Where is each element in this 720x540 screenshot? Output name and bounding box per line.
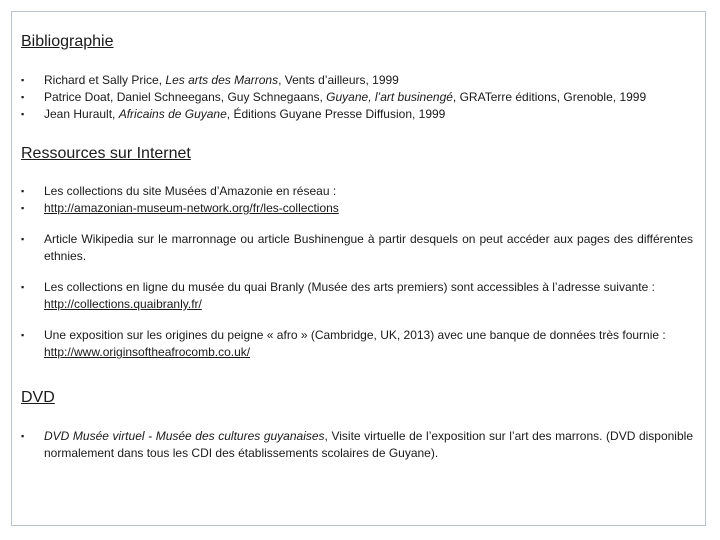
list-item (21, 200, 693, 217)
bullet-icon: ▪ (21, 282, 25, 292)
dvd-text: , Visite virtuelle de l’exposition sur l’art des marrons. (DVD disponible normalement dans tous les CDI des établissements scolaires de Guyane). (44, 429, 693, 460)
internet-text: Les collections du site Musées d’Amazonie en réseau : (44, 184, 337, 198)
internet-heading: Ressources sur Internet (21, 145, 191, 162)
bullet-icon: ▪ (21, 431, 25, 441)
dvd-title: DVD Musée virtuel - Musée des cultures guyanaises (44, 429, 325, 443)
bullet-icon: ▪ (21, 75, 25, 85)
bib-title: Les arts des Marrons (165, 73, 279, 87)
internet-text: Une exposition sur les origines du peigne « afro » (Cambridge, UK, 2013) avec une banque de données très fournie : (44, 328, 666, 342)
list-item (21, 327, 693, 361)
bib-text: Patrice Doat, Daniel Schneegans, Guy Schnegaans, (44, 90, 327, 104)
bullet-icon: ▪ (21, 330, 25, 340)
bib-text: , Éditions Guyane Presse Diffusion, 1999 (226, 107, 446, 121)
bullet-icon: ▪ (21, 92, 25, 102)
internet-text: Article Wikipedia sur le marronnage ou article Bushinengue à partir desquels on peut accéder aux pages des différentes ethnies. (44, 232, 693, 263)
bibliographie-heading: Bibliographie (21, 33, 114, 50)
bib-title: Guyane, l’art businengé (326, 90, 453, 104)
internet-text: Les collections en ligne du musée du quai Branly (Musée des arts premiers) sont accessibles à l’adresse suivante : (44, 280, 655, 294)
bib-text: , GRATerre éditions, Grenoble, 1999 (452, 90, 647, 104)
dvd-list (21, 428, 693, 462)
list-item (21, 106, 693, 123)
dvd-heading: DVD (21, 389, 55, 406)
bullet-icon: ▪ (21, 203, 25, 213)
quai-branly-link[interactable]: http://collections.quaibranly.fr/ (44, 297, 202, 311)
internet-list (21, 183, 693, 361)
museums-amazonie-link[interactable]: http://amazonian-museum-network.org/fr/les-collections (44, 201, 339, 215)
bib-text: , Vents d’ailleurs, 1999 (278, 73, 399, 87)
bib-text: Jean Hurault, (44, 107, 119, 121)
list-item (21, 183, 693, 200)
afro-comb-link[interactable]: http://www.originsoftheafrocomb.co.uk/ (44, 345, 251, 359)
list-item (21, 89, 693, 106)
list-item (21, 428, 693, 462)
list-item (21, 72, 693, 89)
list-item (21, 279, 693, 313)
list-item (21, 231, 693, 265)
bib-title: Africains de Guyane (118, 107, 227, 121)
bullet-icon: ▪ (21, 234, 25, 244)
bullet-icon: ▪ (21, 186, 25, 196)
bib-text: Richard et Sally Price, (44, 73, 166, 87)
bullet-icon: ▪ (21, 109, 25, 119)
bibliographie-list (21, 72, 693, 123)
